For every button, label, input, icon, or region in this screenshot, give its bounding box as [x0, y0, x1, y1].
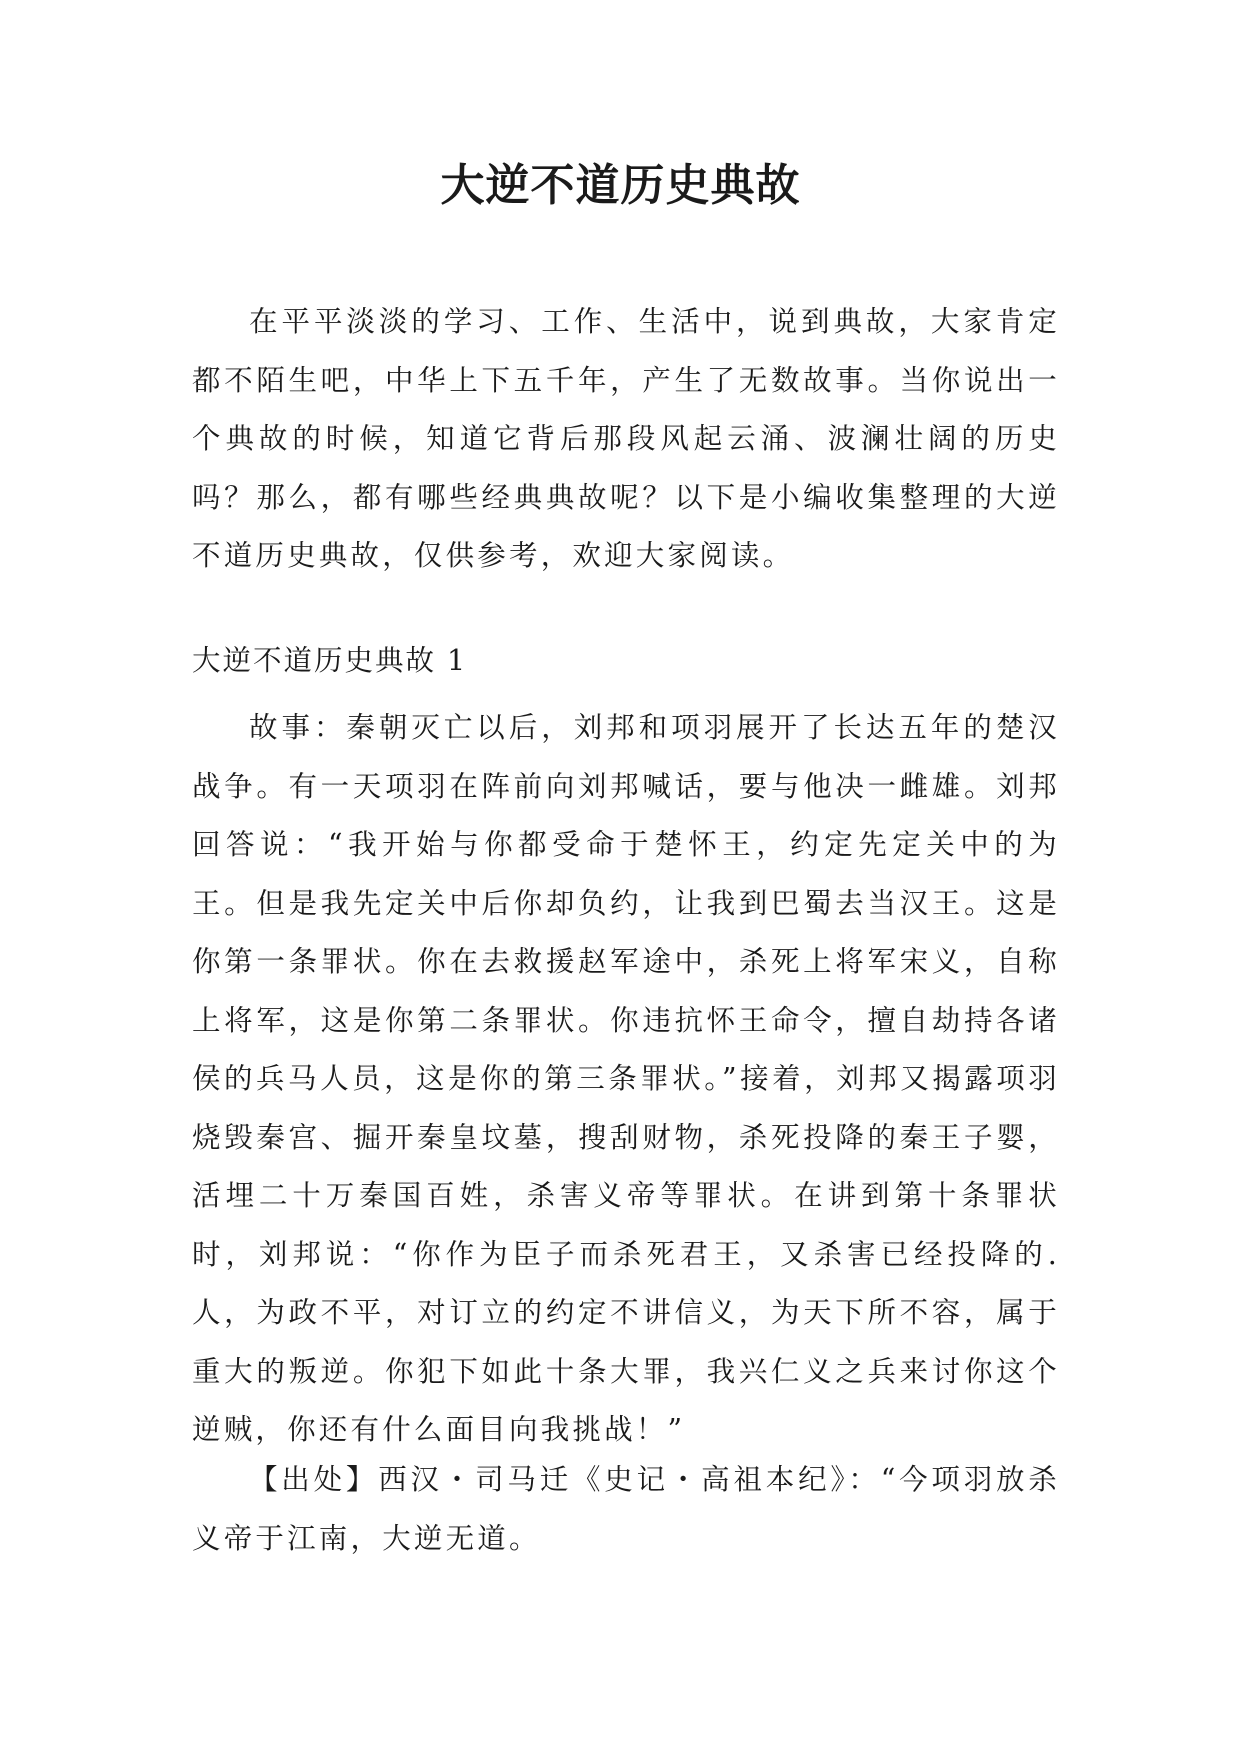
source-paragraph: 【出处】西汉・司马迁《史记・高祖本纪》：“今项羽放杀义帝于江南，大逆无道。: [192, 1463, 1060, 1555]
document-title: 大逆不道历史典故: [440, 160, 801, 211]
story-paragraph: 故事：秦朝灭亡以后，刘邦和项羽展开了长达五年的楚汉战争。有一天项羽在阵前向刘邦喊话，要与他决一雌雄。刘邦回答说：“我开始与你都受命于楚怀王，约定先定关中的为王。但是我先定关中后你却负约，让我到巴蜀去当汉王。这是你第一条罪状。你在去救援赵军途中，杀死上将军宋义，自称上将军，这是你第二条罪状。你违抗怀王命令，擅自劫持各诸侯的兵马人员，这是你的第三条罪状。”接着，刘邦又揭露项羽烧毁秦宫、掘开秦皇坟墓，搜刮财物，杀死投降的秦王子婴，活埋二十万秦国百姓，杀害义帝等罪状。在讲到第十条罪状时，刘邦说：“你作为臣子而杀死君王，又杀害已经投降的.人，为政不平，对订立的约定不讲信义，为天下所不容，属于重大的叛逆。你犯下如此十条大罪，我兴仁义之兵来讨你这个逆贼，你还有什么面目向我挑战！”: [192, 711, 1060, 1446]
intro-paragraph: 在平平淡淡的学习、工作、生活中，说到典故，大家肯定都不陌生吧，中华上下五千年，产生了无数故事。当你说出一个典故的时候，知道它背后那段风起云涌、波澜壮阔的历史吗？那么，都有哪些经典典故呢？以下是小编收集整理的大逆不道历史典故，仅供参考，欢迎大家阅读。: [192, 305, 1060, 572]
section-heading: 大逆不道历史典故 1: [192, 644, 468, 677]
